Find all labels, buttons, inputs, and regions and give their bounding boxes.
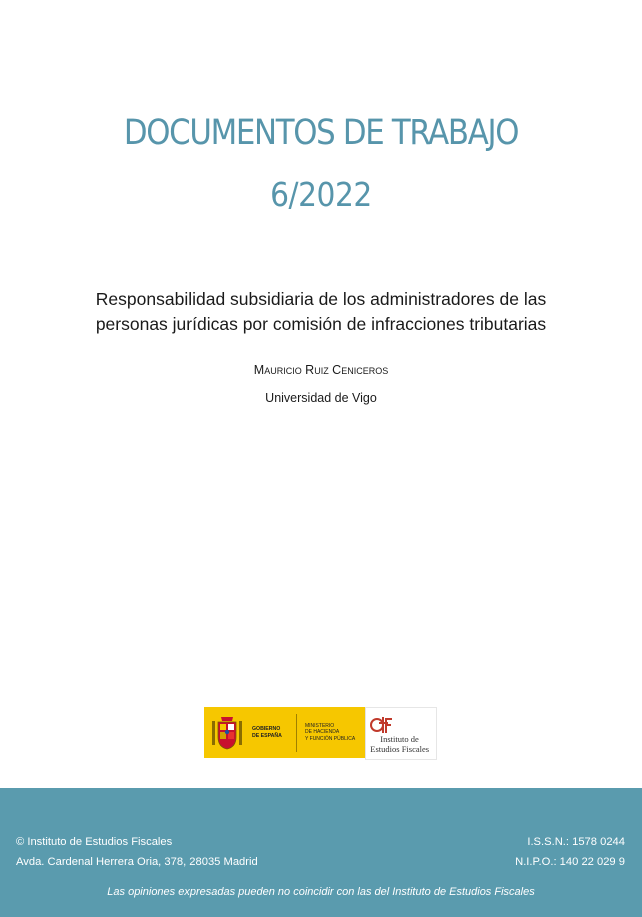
footer-band [0,788,642,917]
logo-divider [296,714,297,752]
document-title-line-1: Responsabilidad subsidiaria de los administradores de las [95,289,547,309]
footer-right [515,832,625,872]
instituto-estudios-fiscales-logo [365,707,437,760]
ief-text [370,735,429,754]
author-affiliation: Universidad de Vigo [265,391,377,405]
series-title: DOCUMENTOS DE TRABAJO [123,113,519,153]
footer-left [16,832,258,872]
footer-copyright: © Instituto de Estudios Fiscales [16,836,173,848]
gobierno-line-2: DE ESPAÑA [252,732,282,739]
document-number: 6/2022 [270,175,372,214]
gobierno-text [252,726,290,738]
coat-of-arms-icon [212,715,242,751]
ief-line-1: Instituto de [380,734,419,744]
gobierno-de-espana-logo [204,707,365,758]
gobierno-line-1: GOBIERNO [252,726,281,733]
ministerio-line-1: MINISTERIO [305,723,335,730]
ministerio-text [305,723,355,742]
document-title [60,287,582,337]
footer-issn: I.S.S.N.: 1578 0244 [527,836,625,848]
ief-line-2: Estudios Fiscales [370,743,430,754]
ministerio-line-2: DE HACIENDA [305,729,340,736]
footer-nipo: N.I.P.O.: 140 22 029 9 [515,856,625,868]
institutional-logos [204,707,437,758]
footer-address: Avda. Cardenal Herrera Oria, 378, 28035 Madrid [16,856,258,868]
footer-disclaimer: Las opiniones expresadas pueden no coincidir con las del Instituto de Estudios Fiscales [107,886,535,898]
ministerio-line-3: Y FUNCIÓN PÚBLICA [305,735,356,742]
document-title-line-2: personas jurídicas por comisión de infracciones tributarias [95,314,547,334]
author-name: Mauricio Ruiz Ceniceros [253,363,389,377]
